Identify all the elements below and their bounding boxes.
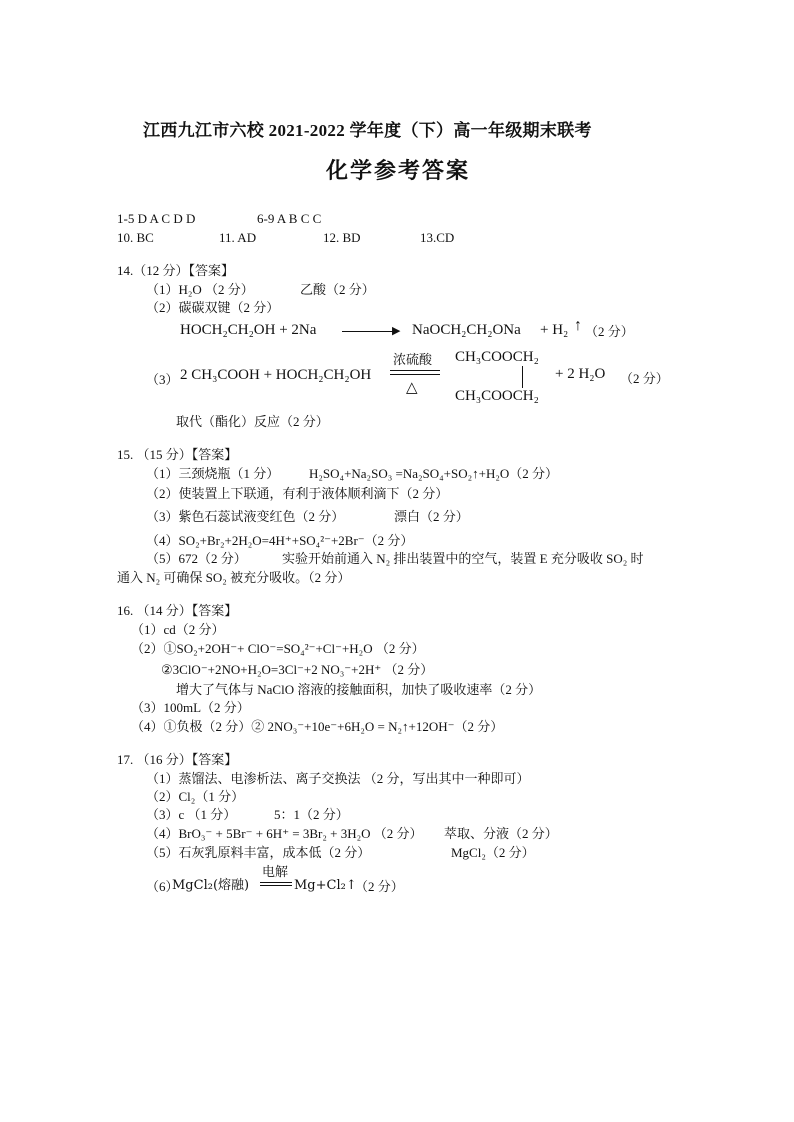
q14-eq2-reverse-arrow	[390, 374, 440, 375]
q17-answer-1: （1）蒸馏法、电渗析法、离子交换法 （2 分，写出其中一种即可）	[146, 771, 530, 786]
q14-eq2-reactants: 2 CH₃COOH + HOCH₂CH₂OH	[180, 367, 372, 383]
q17-answer-3a: （3）c （1 分）	[146, 807, 237, 822]
q15-answer-3a: （3）紫色石蕊试液变红色（2 分）	[146, 509, 345, 524]
q17-answer-5a: （5）石灰乳原料丰富，成本低（2 分）	[146, 845, 371, 860]
q17-eq-reactant: MgCl₂(熔融)	[172, 878, 250, 893]
q14-answer-1a: （1）H₂O （2 分）	[146, 282, 254, 297]
q17-answer-2: （2）Cl₂（1 分）	[146, 789, 245, 804]
q14-eq2-water: + 2 H₂O	[555, 366, 606, 382]
q14-eq1-hydrogen: + H₂	[540, 322, 569, 338]
mc-answer-13: 13.CD	[420, 230, 455, 245]
q15-answer-5c: 通入 N₂ 可确保 SO₂ 被充分吸收。（2 分）	[117, 570, 351, 585]
document-subtitle: 化学参考答案	[326, 158, 471, 183]
q14-eq2-product-bond	[522, 366, 523, 388]
q14-eq2-heat: △	[406, 380, 418, 396]
q17-eq-score: （2 分）	[355, 879, 404, 894]
q16-answer-4: （4）①负极（2 分）② 2NO₃⁻+10e⁻+6H₂O = N₂↑+12OH⁻（2 分）	[131, 719, 504, 734]
q15-answer-3b: 漂白（2 分）	[394, 509, 469, 524]
q14-answer-4: 取代（酯化）反应（2 分）	[176, 414, 329, 429]
q17-answer-6-label: （6）	[146, 879, 179, 894]
q17-answer-4a: （4）BrO₃⁻ + 5Br⁻ + 6H⁺ = 3Br₂ + 3H₂O （2 分）	[146, 826, 423, 841]
mc-answer-10: 10. BC	[117, 230, 154, 245]
q16-answer-2b: ②3ClO⁻+2NO+H₂O=3Cl⁻+2 NO₃⁻+2H⁺ （2 分）	[161, 662, 434, 677]
mc-answers-1-5: 1-5 D A C D D	[117, 211, 196, 226]
q17-eq-double-line-bottom	[260, 885, 292, 886]
q17-heading: 17. （16 分）【答案】	[117, 752, 238, 767]
q14-answer-2: （2）碳碳双键（2 分）	[146, 300, 280, 315]
q14-eq1-score: （2 分）	[585, 324, 634, 339]
q14-answer-3-label: （3）	[146, 372, 179, 387]
mc-answer-11: 11. AD	[219, 230, 257, 245]
document-title: 江西九江市六校 2021-2022 学年度（下）高一年级期末联考	[143, 121, 592, 140]
q14-eq1-reactants: HOCH₂CH₂OH + 2Na	[180, 322, 317, 338]
q14-eq2-catalyst: 浓硫酸	[393, 352, 433, 367]
q17-eq-products: Mg+Cl₂↑	[294, 878, 357, 893]
q15-answer-4: （4）SO₂+Br₂+2H₂O=4H⁺+SO₄²⁻+2Br⁻（2 分）	[146, 533, 414, 548]
q14-eq2-score: （2 分）	[620, 371, 669, 386]
q14-eq1-gas-arrow: ↑	[574, 317, 582, 334]
q15-heading: 15. （15 分）【答案】	[117, 447, 238, 462]
mc-answer-12: 12. BD	[323, 230, 361, 245]
q15-answer-1b: H₂SO₄+Na₂SO₃ =Na₂SO₄+SO₂↑+H₂O（2 分）	[309, 466, 559, 481]
q16-answer-1: （1）cd（2 分）	[131, 622, 225, 637]
q14-eq2-product-bottom: CH₃COOCH₂	[455, 388, 539, 404]
q15-answer-5a: （5）672（2 分）	[146, 551, 247, 566]
q17-eq-double-line-top	[260, 882, 292, 883]
q17-eq-condition: 电解	[262, 864, 289, 879]
q16-answer-2c: 增大了气体与 NaClO 溶液的接触面积，加快了吸收速率（2 分）	[176, 682, 542, 697]
q14-eq2-product-top: CH₃COOCH₂	[455, 349, 539, 365]
q14-heading: 14.（12 分）【答案】	[117, 263, 235, 278]
q14-eq2-forward-arrow	[390, 370, 440, 371]
mc-answers-6-9: 6-9 A B C C	[257, 211, 322, 226]
q15-answer-5b: 实验开始前通入 N₂ 排出装置中的空气，装置 E 充分吸收 SO₂ 时	[282, 551, 644, 566]
q15-answer-2: （2）使装置上下联通，有利于液体顺利滴下（2 分）	[146, 486, 449, 501]
q16-answer-2a: （2）①SO₂+2OH⁻+ ClO⁻=SO₄²⁻+Cl⁻+H₂O （2 分）	[131, 641, 425, 656]
q17-answer-3b: 5：1（2 分）	[274, 807, 349, 822]
q15-answer-1a: （1）三颈烧瓶（1 分）	[146, 466, 280, 481]
q14-eq1-arrow-line	[342, 331, 397, 332]
q14-eq1-product: NaOCH₂CH₂ONa	[412, 322, 521, 338]
q17-answer-5b: MgCl₂（2 分）	[451, 845, 535, 860]
q16-heading: 16. （14 分）【答案】	[117, 603, 238, 618]
q14-answer-1b: 乙酸（2 分）	[300, 282, 375, 297]
q14-eq1-arrow-head: ▶	[392, 325, 401, 337]
q16-answer-3: （3）100mL（2 分）	[131, 700, 250, 715]
q17-answer-4b: 萃取、分液（2 分）	[444, 826, 558, 841]
